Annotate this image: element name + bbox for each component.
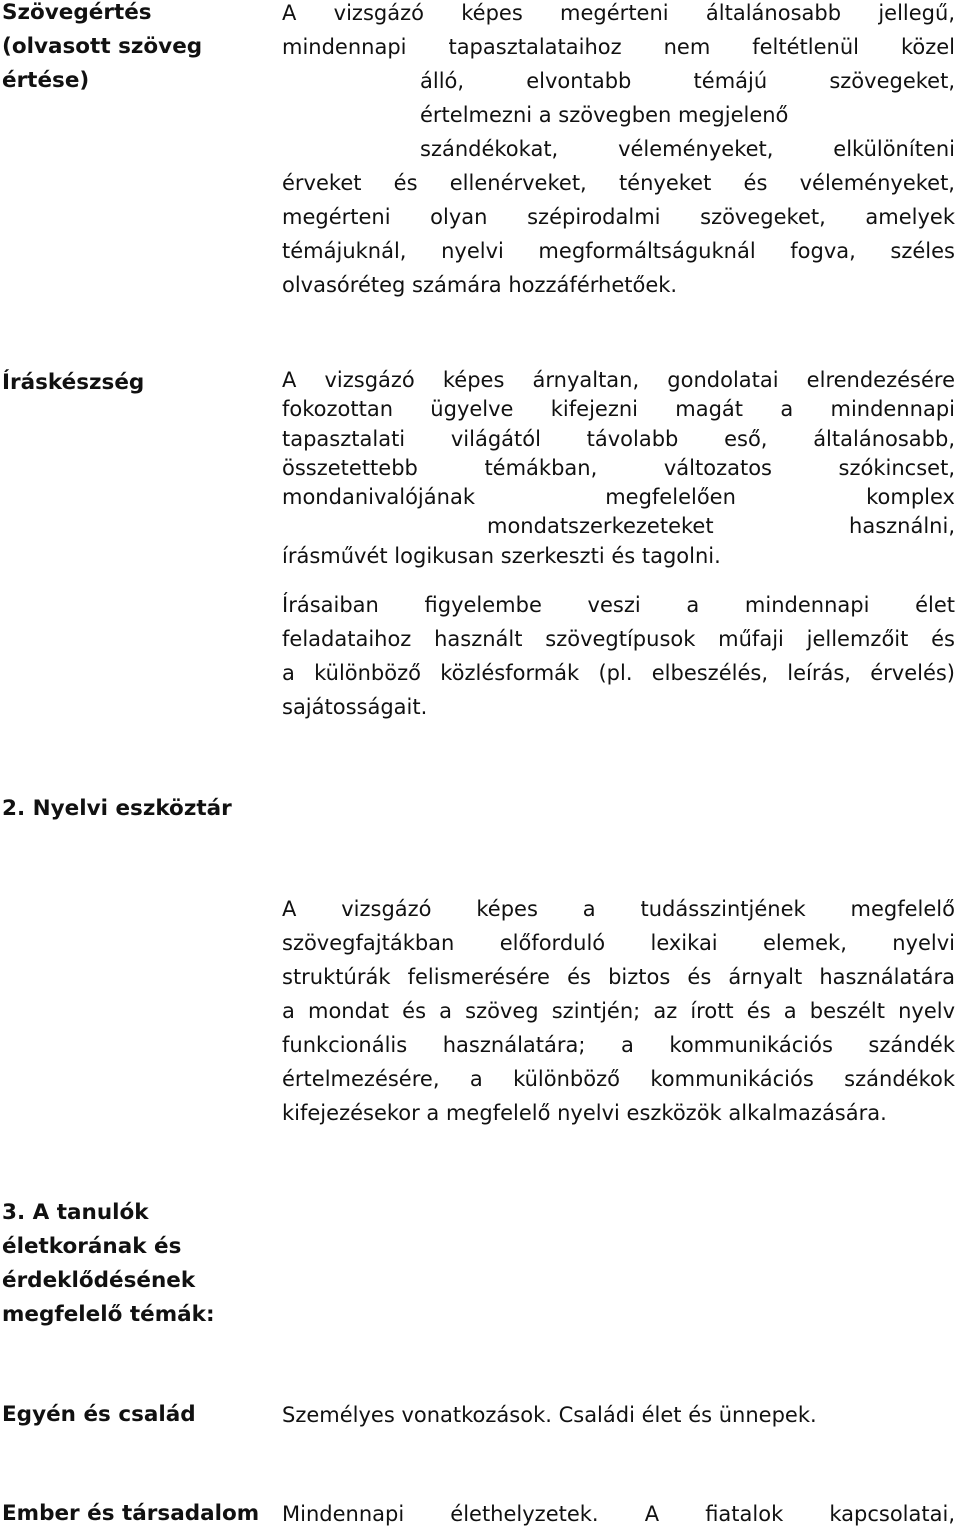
writing-text-line: mondatszerkezeteket használni, xyxy=(487,514,955,539)
writing-label xyxy=(2,366,252,400)
writing-paragraph-1 xyxy=(282,366,955,571)
language-tools-text-line: A vizsgázó képes a tudásszintjének megfelelő xyxy=(282,897,955,921)
topics-heading-line: életkorának és xyxy=(2,1234,182,1259)
reading-label-line: értése) xyxy=(2,68,90,93)
writing-text-line: A vizsgázó képes árnyaltan, gondolatai elrendezésére xyxy=(282,368,955,392)
reading-text xyxy=(282,0,955,302)
reading-text-line: olvasóréteg számára hozzáférhetőek. xyxy=(282,273,678,297)
reading-text-line: álló, elvontabb témájú szövegeket, xyxy=(420,69,955,93)
topic-label-text: Egyén és család xyxy=(2,1402,196,1427)
writing-text-line: tapasztalati világától távolabb eső, általánosabb, xyxy=(282,426,955,451)
reading-text-line: mindennapi tapasztalataihoz nem feltétlenül közel xyxy=(282,35,955,59)
reading-text-line: A vizsgázó képes megérteni általánosabb jellegű, xyxy=(282,1,955,25)
reading-text-line: szándékokat, véleményeket, elkülöníteni xyxy=(420,137,955,161)
writing-paragraph-2 xyxy=(282,588,955,724)
writing-text-line: feladataihoz használt szövegtípusok műfaji jellemzőit és xyxy=(282,627,955,651)
language-tools-text-line: szövegfajtákban előforduló lexikai elemek, nyelvi xyxy=(282,931,955,955)
topic-label-egyen xyxy=(2,1398,272,1432)
writing-text-line: írásművét logikusan szerkeszti és tagolni. xyxy=(282,543,721,568)
language-tools-text-line: struktúrák felismerésére és biztos és árnyalt használatára xyxy=(282,965,955,989)
reading-label-line: Szövegértés xyxy=(2,0,152,25)
reading-label xyxy=(2,0,252,98)
writing-text-line: a különböző közlésformák (pl. elbeszélés, leírás, érvelés) xyxy=(282,661,955,685)
language-tools-text-line: kifejezésekor a megfelelő nyelvi eszközök alkalmazására. xyxy=(282,1101,887,1125)
language-tools-text-line: a mondat és a szöveg szintjén; az írott és a beszélt nyelv xyxy=(282,999,955,1023)
writing-label-text: Íráskészség xyxy=(2,370,145,395)
reading-label-line: (olvasott szöveg xyxy=(2,34,203,59)
topic-text-egyen xyxy=(282,1398,955,1432)
language-tools-text xyxy=(282,892,955,1130)
language-tools-heading-text: 2. Nyelvi eszköztár xyxy=(2,796,232,821)
reading-text-line: érveket és ellenérveket, tényeket és véleményeket, xyxy=(282,171,955,195)
writing-text-line: összetettebb témákban, változatos szókincset, xyxy=(282,455,955,480)
topic-text-ember xyxy=(282,1497,955,1531)
reading-text-line: témájuknál, nyelvi megformáltságuknál fogva, széles xyxy=(282,239,955,263)
language-tools-heading xyxy=(2,792,402,826)
topics-heading-line: érdeklődésének xyxy=(2,1268,196,1293)
topics-heading-line: 3. A tanulók xyxy=(2,1200,149,1225)
writing-text-line: fokozottan ügyelve kifejezni magát a mindennapi xyxy=(282,397,955,422)
topics-heading xyxy=(2,1196,252,1332)
reading-text-line: értelmezni a szövegben megjelenő xyxy=(420,103,789,127)
language-tools-text-line: funkcionális használatára; a kommunikációs szándék xyxy=(282,1033,955,1057)
topic-text-line: Személyes vonatkozások. Családi élet és ünnepek. xyxy=(282,1403,817,1427)
topic-label-text: Ember és társadalom xyxy=(2,1501,260,1526)
topic-text-line: Mindennapi élethelyzetek. A fiatalok kapcsolatai, xyxy=(282,1502,955,1526)
language-tools-text-line: értelmezésére, a különböző kommunikációs szándékok xyxy=(282,1067,955,1091)
writing-text-line: sajátosságait. xyxy=(282,695,428,719)
topics-heading-line: megfelelő témák: xyxy=(2,1302,215,1327)
writing-text-line: Írásaiban figyelembe veszi a mindennapi élet xyxy=(282,593,955,617)
topic-label-ember xyxy=(2,1497,272,1531)
reading-text-line: megérteni olyan szépirodalmi szövegeket, amelyek xyxy=(282,205,955,229)
writing-text-line: mondanivalójának megfelelően komplex xyxy=(282,485,955,510)
